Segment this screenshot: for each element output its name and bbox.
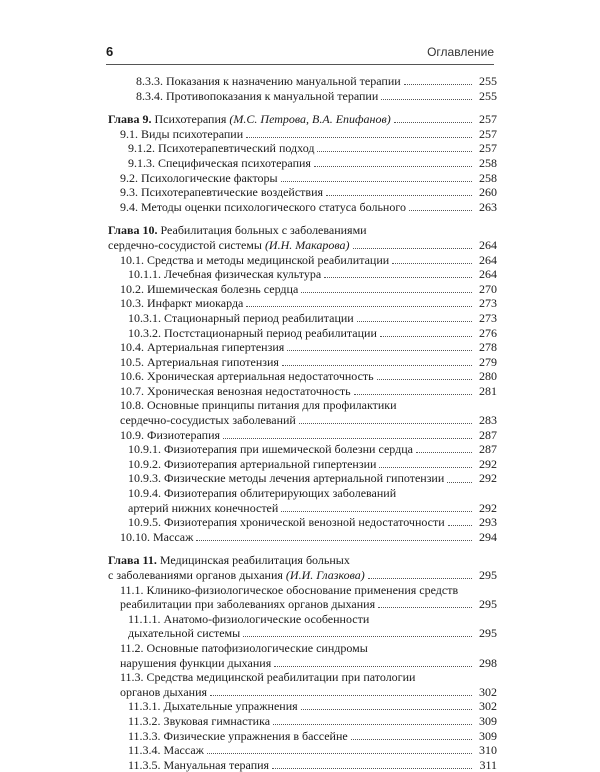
toc-entry: 9.2. Психологические факторы 258 (120, 170, 497, 185)
toc-entry: 10.6. Хроническая артериальная недостаточность 280 (120, 369, 497, 384)
toc-entry: 8.3.4. Противопоказания к мануальной терапии 255 (136, 88, 497, 103)
header-rule (106, 64, 494, 65)
toc-entry: 11.3.5. Мануальная терапия 311 (128, 757, 497, 772)
toc-entry: 8.3.3. Показания к назначению мануальной терапии 255 (136, 74, 497, 88)
toc-entry: 10.3. Инфаркт миокарда 273 (120, 296, 497, 311)
toc-entry-line: 10.8. Основные принципы питания для профилактики (120, 398, 397, 413)
toc-entry: 10.3.1. Стационарный период реабилитации 273 (128, 310, 497, 325)
toc-entry: 10.5. Артериальная гипотензия 279 (120, 354, 497, 369)
toc-entry: 9.1. Виды психотерапии 257 (120, 126, 497, 141)
toc-entry: 10.10. Массаж 294 (120, 529, 497, 544)
toc-entry: сердечно-сосудистых заболеваний 283 (120, 413, 497, 428)
toc-entry-line: 11.3. Средства медицинской реабилитации при патологии (120, 670, 416, 685)
toc-entry-line: 11.1. Клинико-физиологическое обоснование применения средств (120, 582, 459, 597)
toc-entry: нарушения функции дыхания 298 (120, 655, 497, 670)
toc-entry: 10.9.2. Физиотерапия артериальной гипертензии 292 (128, 456, 497, 471)
toc-chapter-10-title: Глава 10. Реабилитация больных с заболеваниями (108, 223, 367, 238)
page-number: 6 (106, 44, 114, 59)
toc-entry: 10.9.3. Физические методы лечения артериальной гипотензии 292 (128, 471, 497, 486)
running-header-title: Оглавление (427, 45, 494, 59)
toc-entry: 11.3.3. Физические упражнения в бассейне 309 (128, 728, 497, 743)
toc-entry: артерий нижних конечностей 292 (128, 500, 497, 515)
toc-entry: 11.3.1. Дыхательные упражнения 302 (128, 699, 497, 714)
toc-entry: 10.4. Артериальная гипертензия 278 (120, 340, 497, 355)
toc-entry: 11.3.4. Массаж 310 (128, 743, 497, 758)
toc-chapter-10: сердечно-сосудистой системы (И.Н. Макарова) 264 (108, 237, 497, 252)
toc-entry: 9.1.2. Психотерапевтический подход 257 (128, 141, 497, 156)
toc-entry: 9.1.3. Специфическая психотерапия 258 (128, 155, 497, 170)
toc-entry: 10.7. Хроническая венозная недостаточность 281 (120, 383, 497, 398)
toc-entry-line: 11.2. Основные патофизиологические синдромы (120, 640, 368, 655)
toc-entry-line: 10.9.4. Физиотерапия облитерирующих заболеваний (128, 486, 397, 501)
toc-entry: 11.3.2. Звуковая гимнастика 309 (128, 713, 497, 728)
toc-entry: реабилитации при заболеваниях органов дыхания 295 (120, 597, 497, 612)
toc-entry: 10.1.1. Лечебная физическая культура 264 (128, 267, 497, 282)
toc-entry: 9.4. Методы оценки психологического статуса больного 263 (120, 199, 497, 214)
toc-entry: 9.3. Психотерапевтические воздействия 260 (120, 185, 497, 200)
toc-chapter-11-title: Глава 11. Медицинская реабилитация больных (108, 553, 350, 568)
toc-entry: 10.9.1. Физиотерапия при ишемической болезни сердца 287 (128, 442, 497, 457)
toc-entry: дыхательной системы 295 (128, 626, 497, 641)
table-of-contents (108, 74, 497, 772)
toc-entry: 10.9.5. Физиотерапия хронической венозной недостаточности 293 (128, 515, 497, 530)
toc-chapter-11: с заболеваниями органов дыхания (И.И. Глазкова) 295 (108, 568, 497, 582)
toc-entry: 10.3.2. Постстационарный период реабилитации 276 (128, 325, 497, 340)
toc-entry-line: 11.1.1. Анатомо-физиологические особенности (128, 611, 370, 626)
toc-entry: 10.2. Ишемическая болезнь сердца 270 (120, 281, 497, 296)
toc-entry: 10.9. Физиотерапия 287 (120, 427, 497, 442)
toc-chapter-9: Глава 9. Психотерапия (М.С. Петрова, В.А. Епифанов) 257 (108, 112, 497, 127)
toc-entry: органов дыхания 302 (120, 684, 497, 699)
toc-entry: 10.1. Средства и методы медицинской реабилитации 264 (120, 252, 497, 267)
